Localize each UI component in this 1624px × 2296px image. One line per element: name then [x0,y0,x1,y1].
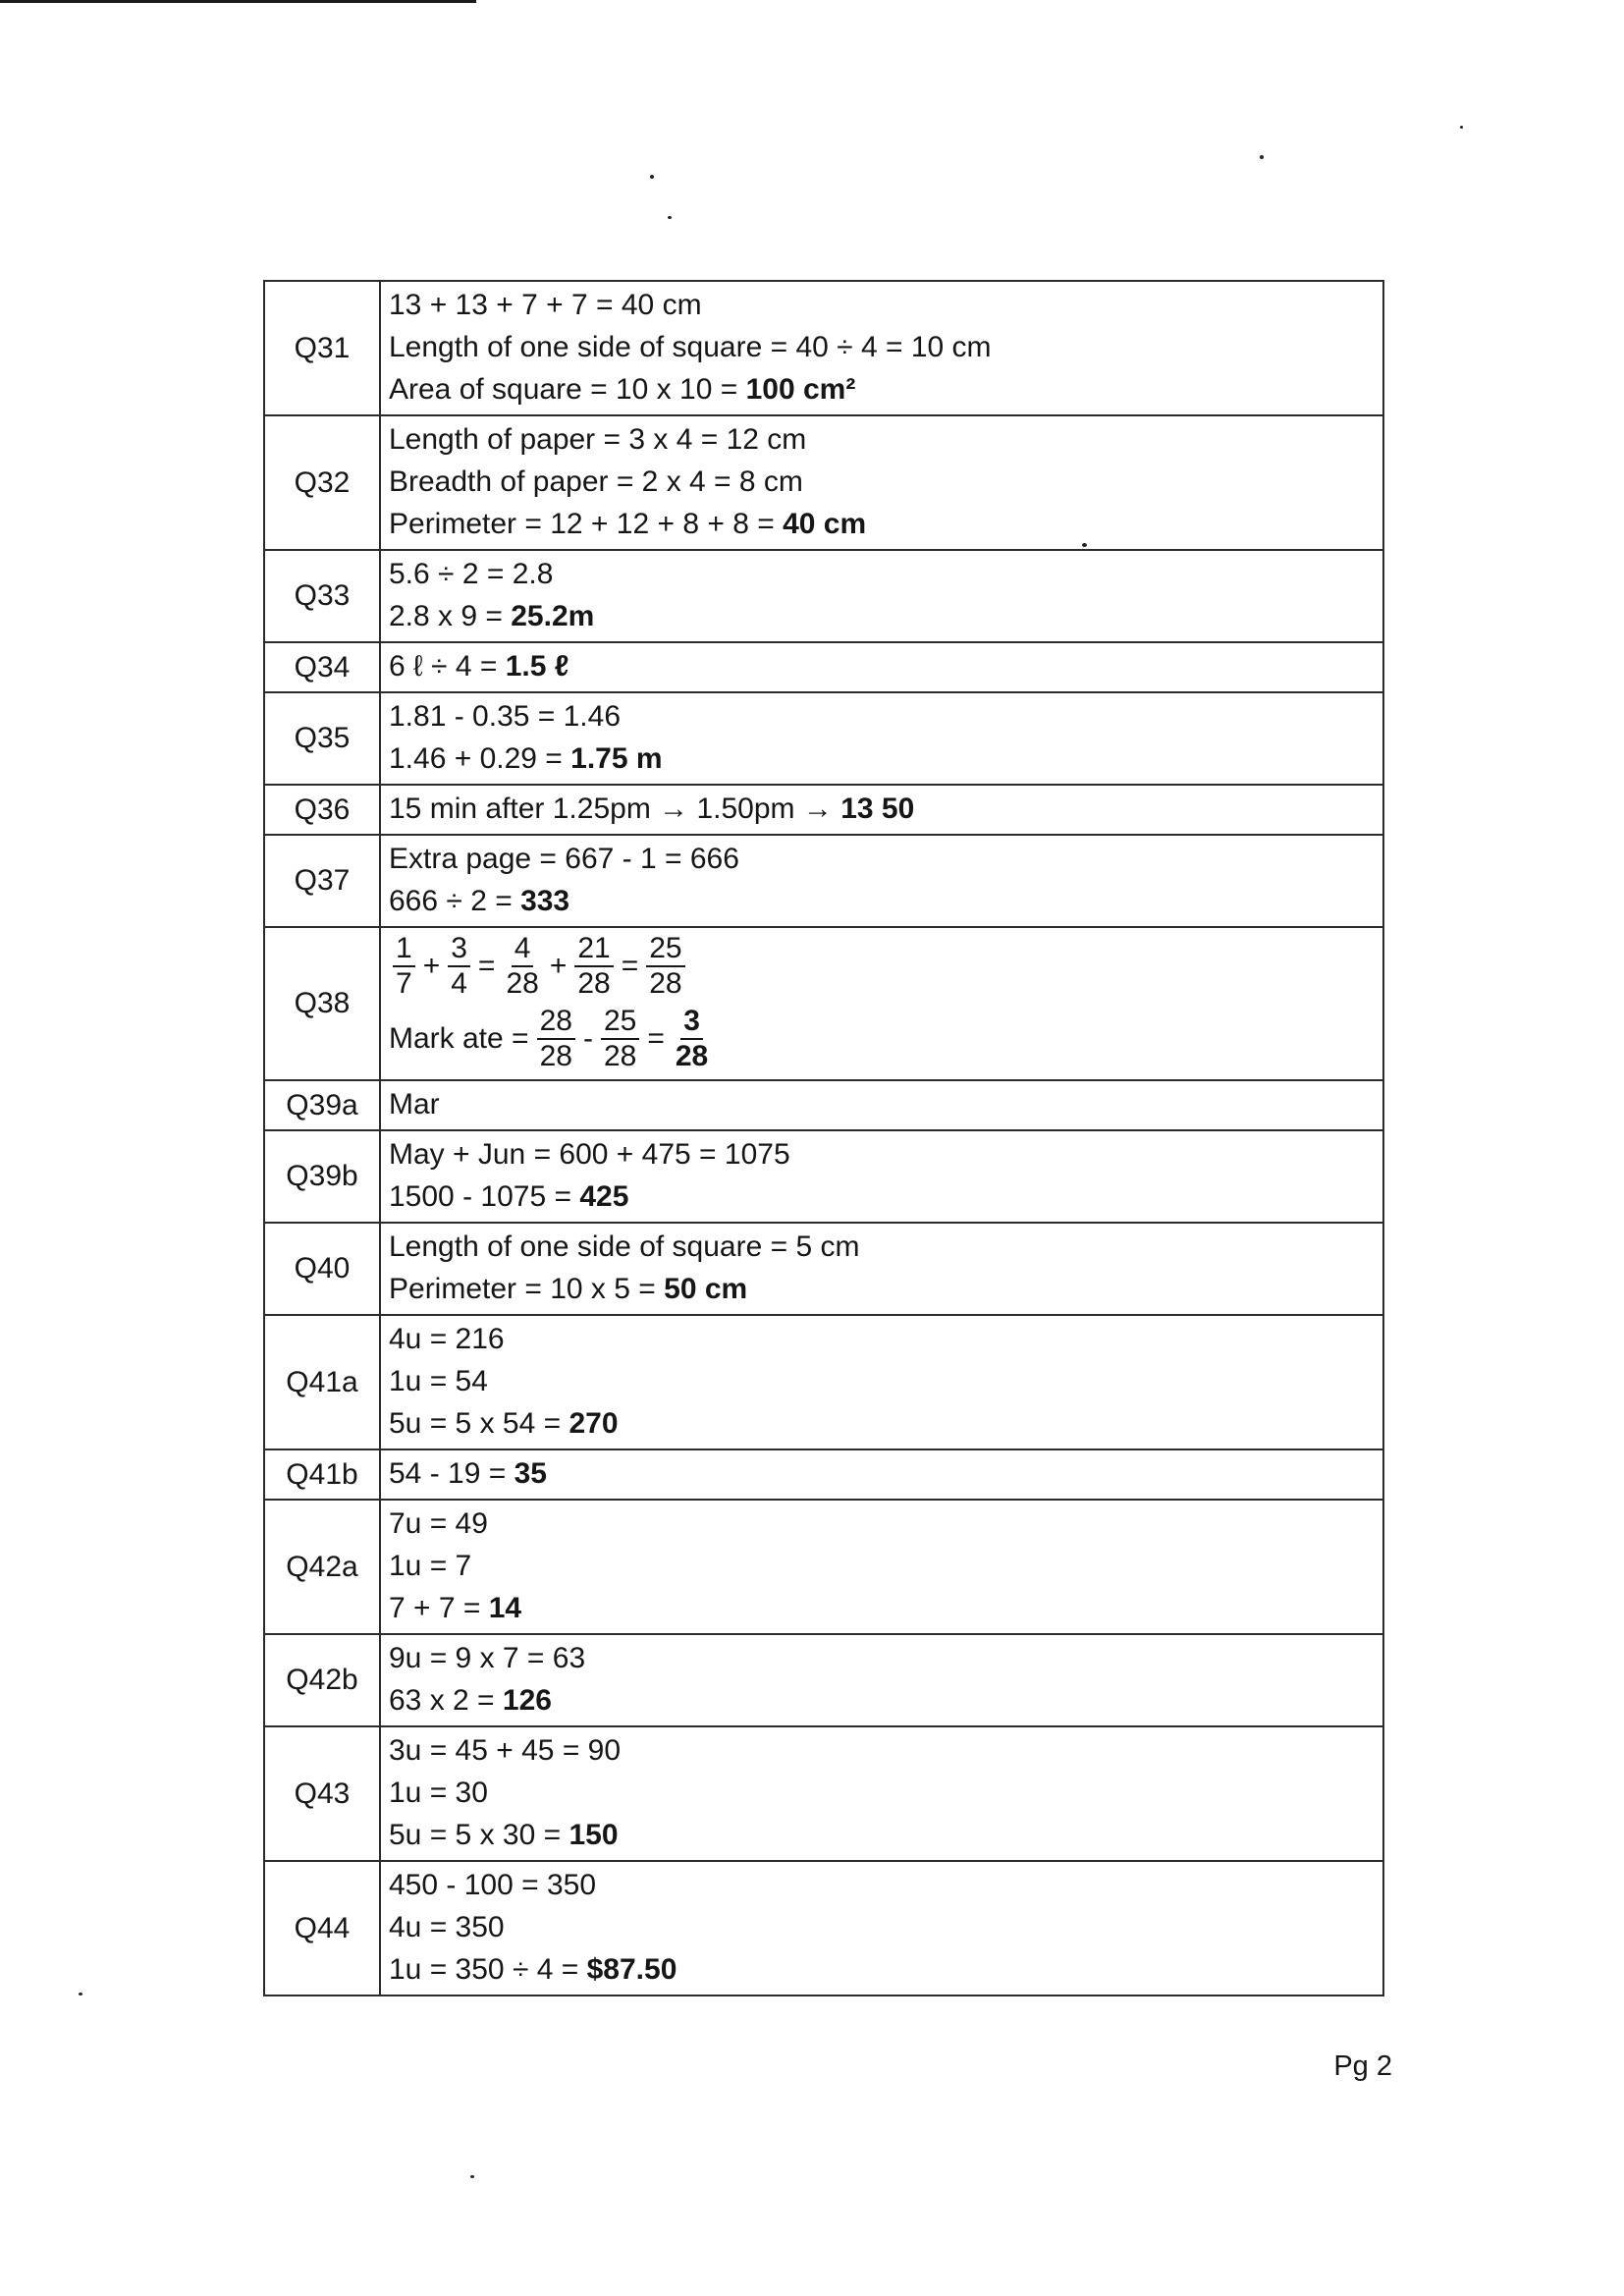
answer-row [264,1130,1383,1223]
answer-key-body [264,281,1383,1995]
fraction-numerator: 3 [680,1005,703,1040]
math-operator: - [582,1022,593,1055]
fraction [601,1005,639,1073]
working-line [389,1503,1382,1545]
working-text: 3u = 45 + 45 = 90 [389,1734,622,1767]
question-number: Q40 [264,1223,380,1315]
answer-row [264,927,1383,1080]
answer-highlight: 333 [520,885,570,917]
working-line [389,1175,1382,1218]
answer-highlight: $87.50 [586,1953,677,1986]
working-line [389,838,1382,880]
scan-speck [1260,155,1264,159]
working-text: 63 x 2 = [389,1684,503,1717]
working-line [389,1268,1382,1310]
question-number: Q42b [264,1634,380,1726]
fraction-numerator: 25 [646,932,684,967]
fraction [574,932,613,1001]
question-number: Q34 [264,642,380,692]
answer-highlight: 126 [502,1684,552,1717]
scan-speck [650,175,654,179]
answer-highlight: 1.75 m [570,742,663,775]
fraction-denominator: 28 [649,967,682,1000]
answer-row [264,785,1383,835]
fraction-denominator: 28 [506,967,539,1000]
working-line [389,1772,1382,1814]
working-line [389,1083,1382,1125]
fraction-numerator: 28 [537,1005,575,1040]
fraction [503,932,541,1001]
question-number: Q39b [264,1130,380,1223]
answer-row [264,281,1383,415]
fraction-denominator: 28 [603,1040,637,1072]
answer-working [380,1634,1383,1726]
working-line [389,503,1382,545]
question-number: Q38 [264,927,380,1080]
working-text: 7 + 7 = [389,1592,489,1624]
answer-working [380,692,1383,785]
math-operator: = [621,950,639,982]
scan-speck [79,1993,82,1995]
working-text: Length of one side of square = 40 ÷ 4 = 10 cm [389,331,992,363]
answer-row [264,1449,1383,1500]
working-text: 1u = 7 [389,1550,472,1582]
fraction-denominator: 7 [396,967,412,1000]
question-number: Q43 [264,1726,380,1861]
working-text: 666 ÷ 2 = [389,885,521,917]
working-text: Length of one side of square = 5 cm [389,1230,860,1263]
fraction-denominator: 28 [675,1040,709,1072]
question-number: Q44 [264,1861,380,1995]
working-line [389,880,1382,922]
working-line [389,1360,1382,1402]
fraction [646,932,684,1001]
answer-row [264,1080,1383,1130]
fraction-denominator: 28 [577,967,611,1000]
answer-highlight: 50 cm [664,1273,748,1305]
working-text: 4u = 350 [389,1911,505,1943]
working-line [389,461,1382,503]
working-text: Mar [389,1088,440,1121]
question-number: Q39a [264,1080,380,1130]
working-line [389,1545,1382,1587]
working-text: Mark ate = [389,1022,529,1055]
answer-highlight: 35 [514,1457,547,1490]
question-number: Q37 [264,835,380,927]
working-line [389,1679,1382,1722]
answer-row [264,642,1383,692]
working-text: Perimeter = 10 x 5 = [389,1273,665,1305]
fraction-numerator: 1 [393,932,415,967]
working-text: 1.46 + 0.29 = [389,742,571,775]
answer-highlight: 425 [579,1180,629,1213]
math-operator: = [647,1022,665,1055]
working-line [389,788,1382,830]
working-line [389,1814,1382,1856]
question-number: Q42a [264,1500,380,1634]
scan-edge-rule [0,0,476,3]
working-line [389,1637,1382,1679]
working-line [389,418,1382,461]
fraction [673,1005,711,1073]
working-text: 1u = 30 [389,1777,488,1809]
working-text: 54 - 19 = [389,1457,514,1490]
answer-working [380,642,1383,692]
answer-working [380,1223,1383,1315]
working-line [389,368,1382,410]
working-text: 1500 - 1075 = [389,1180,580,1213]
question-number: Q32 [264,415,380,550]
working-text: 5u = 5 x 30 = [389,1819,569,1851]
question-number: Q41b [264,1449,380,1500]
answer-row [264,1861,1383,1995]
page-number: Pg 2 [1333,2050,1392,2082]
math-operator: = [477,950,496,982]
answer-row [264,1634,1383,1726]
answer-highlight: 150 [568,1819,619,1851]
answer-highlight: 270 [568,1407,619,1440]
working-text: Extra page = 667 - 1 = 666 [389,843,739,875]
working-text: 1u = 350 ÷ 4 = [389,1953,587,1986]
working-text: 15 min after 1.25pm → 1.50pm → [389,793,841,825]
answer-highlight: 14 [488,1592,522,1624]
fraction-numerator: 25 [601,1005,639,1040]
working-text: 4u = 216 [389,1323,505,1355]
math-operator: + [549,950,568,982]
working-text: Perimeter = 12 + 12 + 8 + 8 = [389,508,784,540]
answer-working [380,835,1383,927]
answer-row [264,1500,1383,1634]
working-text: 7u = 49 [389,1507,488,1540]
working-text: 9u = 9 x 7 = 63 [389,1642,586,1674]
math-operator: + [422,950,441,982]
working-line [389,1402,1382,1445]
answer-working [380,415,1383,550]
answer-working [380,927,1383,1080]
scan-speck [470,2175,474,2178]
answer-row [264,1223,1383,1315]
working-text: Length of paper = 3 x 4 = 12 cm [389,423,807,456]
answer-row [264,1315,1383,1449]
scan-speck [1460,126,1463,129]
working-line [389,1864,1382,1906]
working-line [389,1906,1382,1948]
answer-working [380,1315,1383,1449]
working-text: 1.81 - 0.35 = 1.46 [389,700,622,733]
working-line [389,1318,1382,1360]
answer-row [264,1726,1383,1861]
working-text: 13 + 13 + 7 + 7 = 40 cm [389,289,702,321]
working-text: May + Jun = 600 + 475 = 1075 [389,1138,790,1171]
answer-working [380,785,1383,835]
working-line [389,595,1382,637]
fraction-denominator: 4 [451,967,467,1000]
answer-working [380,1500,1383,1634]
answer-highlight: 100 cm² [745,373,856,406]
fraction-difference-line [389,1003,1382,1075]
working-text: 450 - 100 = 350 [389,1869,597,1901]
working-text: 1u = 54 [389,1365,488,1397]
answer-highlight: 25.2m [511,600,595,632]
answer-highlight: 1.5 ℓ [505,650,569,683]
working-text: 5u = 5 x 54 = [389,1407,569,1440]
working-line [389,1452,1382,1495]
working-text: 5.6 ÷ 2 = 2.8 [389,558,554,590]
answer-working [380,1449,1383,1500]
question-number: Q36 [264,785,380,835]
fraction-numerator: 21 [574,932,613,967]
question-number: Q31 [264,281,380,415]
fraction [393,932,415,1001]
scan-speck [668,216,672,219]
working-line [389,284,1382,326]
working-line [389,553,1382,595]
answer-row [264,835,1383,927]
working-line [389,695,1382,738]
working-line [389,326,1382,368]
question-number: Q41a [264,1315,380,1449]
answer-row [264,415,1383,550]
working-text: Breadth of paper = 2 x 4 = 8 cm [389,465,803,498]
fraction [448,932,470,1001]
fraction-numerator: 3 [448,932,470,967]
answer-row [264,692,1383,785]
answer-working [380,1726,1383,1861]
working-text: 6 ℓ ÷ 4 = [389,650,506,683]
answer-working [380,1861,1383,1995]
answer-highlight: 40 cm [783,508,867,540]
answer-working [380,550,1383,642]
answer-key-table [263,280,1384,1996]
working-line [389,1133,1382,1175]
working-line [389,1587,1382,1629]
answer-highlight: 13 50 [840,793,915,825]
working-line [389,1226,1382,1268]
fraction-numerator: 4 [512,932,534,967]
answer-working [380,1080,1383,1130]
answer-working [380,1130,1383,1223]
fraction-denominator: 28 [539,1040,572,1072]
working-line [389,1729,1382,1772]
question-number: Q33 [264,550,380,642]
answer-row [264,550,1383,642]
fraction [537,1005,575,1073]
working-line [389,738,1382,780]
question-number: Q35 [264,692,380,785]
working-text: 2.8 x 9 = [389,600,512,632]
answer-working [380,281,1383,415]
working-line [389,1948,1382,1991]
fraction-sum-line [389,930,1382,1003]
working-text: Area of square = 10 x 10 = [389,373,746,406]
working-line [389,645,1382,687]
